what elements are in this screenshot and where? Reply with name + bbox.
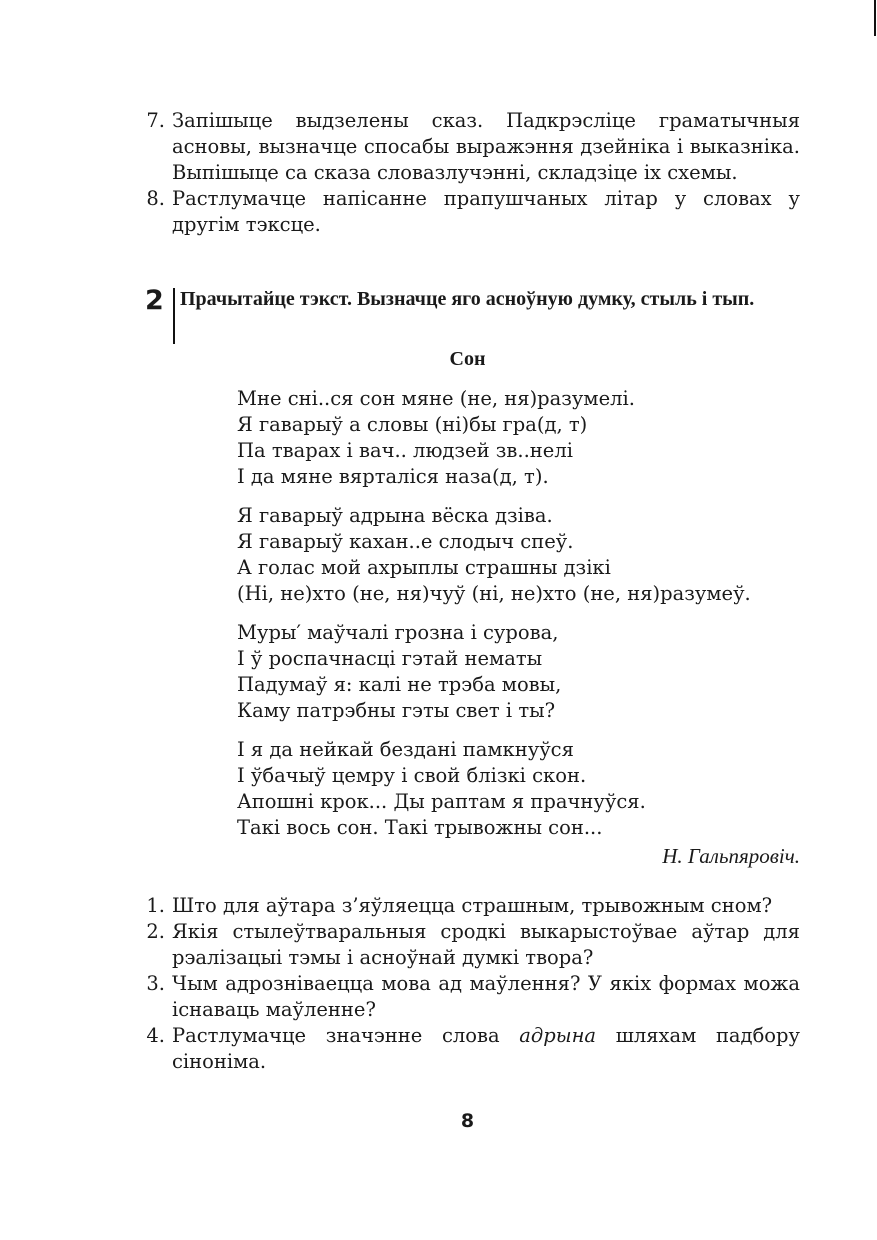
poem-line: Муры′ маўчалі грозна і сурова,: [237, 621, 559, 644]
stanza: [237, 620, 807, 724]
poem-line: Падумаў я: калі не трэба мовы,: [237, 673, 562, 696]
poem-line: Я гаварыў а словы (ні)бы гра(д, т): [237, 413, 588, 436]
question-item: [146, 919, 800, 971]
poem-line: Мне сні..ся сон мяне (не, ня)разумелі.: [237, 387, 635, 410]
poem-line: А голас мой ахрыплы страшны дзікі: [237, 556, 611, 579]
question-text-start: Растлумачце значэнне слова: [172, 1024, 500, 1047]
stanza: [237, 503, 807, 607]
exercise-instruction: Прачытайце тэкст. Вызначце яго асноўную думку, стыль і тып.: [180, 288, 755, 310]
task-number: 8.: [146, 187, 165, 210]
poem-line: І ў роспачнасці гэтай нематы: [237, 647, 543, 670]
poem-line: Я гаварыў кахан..е слодыч спеў.: [237, 530, 574, 553]
poem-line: Каму патрэбны гэты свет і ты?: [237, 699, 556, 722]
question-number: 4.: [146, 1024, 165, 1047]
question-item: [146, 971, 800, 1023]
poem-line: (Ні, не)хто (не, ня)чуў (ні, не)хто (не, ня)разумеў.: [237, 582, 751, 605]
question-item: [146, 1023, 801, 1075]
poem-line: Апошні крок... Ды раптам я прачнуўся.: [237, 790, 646, 813]
poem-line: Па тварах і вач.. людзей зв..нелі: [237, 439, 573, 462]
task-item: [146, 108, 800, 186]
question-text: Чым адрозніваецца мова ад маўлення? У якіх формах можа існаваць маўленне?: [172, 972, 800, 1021]
page-number: 8: [460, 1110, 475, 1132]
poem-line: Я гаварыў адрына вёска дзіва.: [237, 504, 553, 527]
poem-author: Н. Гальпяровіч.: [662, 844, 800, 868]
task-text: Растлумачце напісанне прапушчаных літар у словах у другім тэксце.: [172, 187, 800, 236]
poem-line: І я да нейкай бездані памкнуўся: [237, 738, 574, 761]
question-text-end: шляхам падбору сіноніма.: [172, 1024, 801, 1073]
poem-line: І ўбачыў цемру і свой блізкі скон.: [237, 764, 587, 787]
task-number: 7.: [146, 109, 165, 132]
stanza: [237, 737, 807, 841]
question-text: Якія стылеўтваральныя сродкі выкарыстоўвае аўтар для рэалізацыі тэмы і асноўнай думкі твора?: [172, 920, 800, 969]
question-text: Што для аўтара з’яўляецца страшным, трывожным сном?: [172, 894, 773, 917]
question-list: [146, 893, 801, 1075]
poem: [237, 386, 807, 854]
question-item: [146, 893, 800, 919]
poem-title: Сон: [449, 348, 486, 370]
stanza: [237, 386, 807, 490]
task-item: [146, 186, 800, 238]
question-italic-word: адрына: [519, 1024, 597, 1047]
poem-line: Такі вось сон. Такі трывожны сон...: [237, 816, 603, 839]
task-text: Запішыце выдзелены сказ. Падкрэсліце граматычныя асновы, вызначце спосабы выражэння дзейніка і выказніка. Выпішыце са сказа словазлучэнні, складзіце іх схемы.: [172, 109, 800, 184]
task-list-top: [146, 108, 800, 238]
question-number: 3.: [146, 972, 165, 995]
exercise-number: 2: [145, 285, 164, 316]
question-number: 1.: [146, 894, 165, 917]
exercise-divider: [173, 288, 175, 344]
poem-line: І да мяне вярталіся наза(д, т).: [237, 465, 549, 488]
page-edge-mark: [874, 0, 876, 36]
question-number: 2.: [146, 920, 165, 943]
